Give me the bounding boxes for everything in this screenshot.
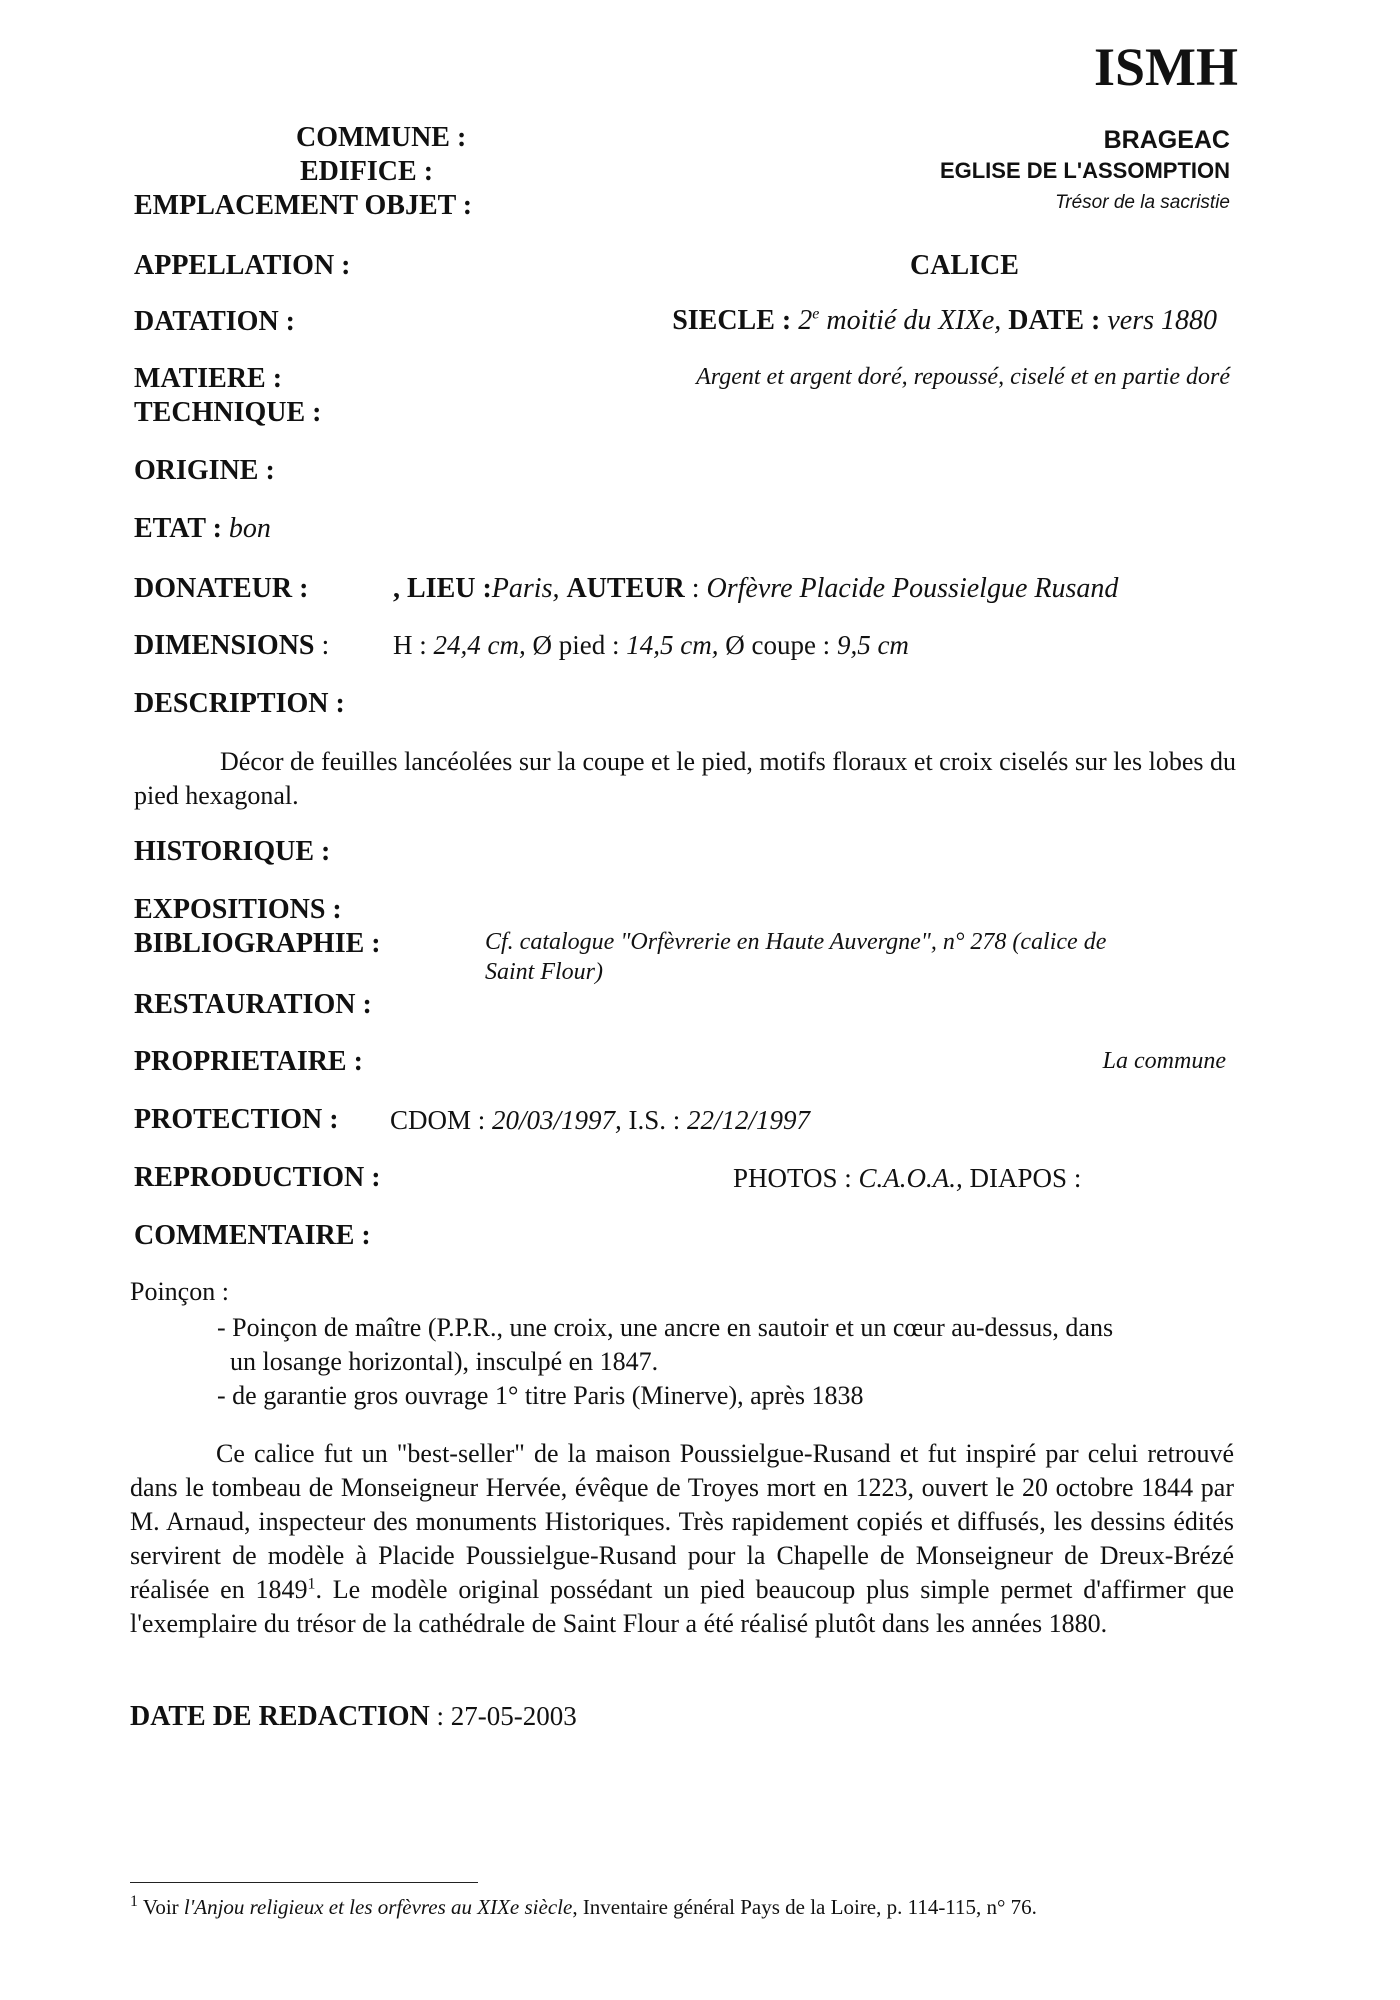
siecle-num: 2	[798, 305, 813, 336]
proprietaire-label: PROPRIETAIRE :	[134, 1046, 363, 1077]
appellation-value: CALICE	[910, 250, 1019, 281]
donateur-value	[393, 573, 1118, 605]
photos-label: PHOTOS :	[733, 1163, 859, 1193]
commentaire-paragraph	[130, 1437, 1234, 1641]
etat-label: ETAT :	[134, 513, 222, 544]
restauration-label: RESTAURATION :	[134, 989, 372, 1020]
commentaire-main-text: Ce calice fut un "best-seller" de la maison Poussielgue-Rusand et fut inspiré par celui retrouvé dans le tombeau de Monseigneur Hervée, évêque de Troyes mort en 1223, ouvert le 20 octobre 1844 par M. Arnaud, inspecteur des monuments Historiques. Très rapidement copiés et diffusés, les dessins édités servirent de modèle à Placide Poussielgue-Rusand pour la Chapelle de Monseigneur de Dreux-Brézé réalisée en 1849	[130, 1439, 1234, 1604]
poincon-line-1b: un losange horizontal), insculpé en 1847.	[230, 1347, 659, 1376]
proprietaire-value: La commune	[1102, 1048, 1226, 1074]
dim-h-value: 24,4 cm,	[433, 630, 526, 660]
dim-coupe-label: Ø coupe :	[718, 630, 837, 660]
matiere-value: Argent et argent doré, repoussé, ciselé et en partie doré	[696, 364, 1230, 390]
protection-label: PROTECTION :	[134, 1104, 339, 1135]
dim-pied-value: 14,5 cm,	[626, 630, 719, 660]
dimensions-label: DIMENSIONS	[134, 630, 315, 661]
footnote-title: l'Anjou religieux et les orfèvres au XIXe siècle	[183, 1895, 573, 1919]
dimensions-label-row	[134, 630, 329, 662]
poincon-line-1a: - Poinçon de maître (P.P.R., une croix, une ancre en sautoir et un cœur au-dessus, dans	[217, 1313, 1114, 1342]
emplacement-value: Trésor de la sacristie	[1055, 192, 1230, 213]
commune-value: BRAGEAC	[1103, 126, 1230, 154]
poincon-title: Poinçon :	[130, 1277, 229, 1306]
historique-label: HISTORIQUE :	[134, 836, 331, 867]
footnote-ref: 1	[307, 1575, 316, 1593]
date-value: vers 1880	[1107, 305, 1217, 336]
commune-label: COMMUNE :	[296, 122, 467, 153]
redaction-sep: :	[429, 1701, 451, 1731]
dim-pied-label: Ø pied :	[525, 630, 627, 660]
siecle-sup: e	[812, 305, 820, 323]
etat-row	[134, 513, 271, 545]
dimensions-label-sep: :	[314, 630, 330, 661]
origine-label: ORIGINE :	[134, 455, 275, 486]
expositions-label: EXPOSITIONS :	[134, 894, 342, 925]
lieu-value: Paris,	[491, 573, 560, 604]
description-label: DESCRIPTION :	[134, 688, 345, 719]
footnote-post: , Inventaire général Pays de la Loire, p. 114-115, n° 76.	[572, 1895, 1037, 1919]
commentaire-label: COMMENTAIRE :	[134, 1220, 371, 1251]
lieu-label: , LIEU :	[393, 573, 492, 604]
datation-value	[672, 305, 1217, 337]
footnote-num: 1	[130, 1893, 138, 1910]
reproduction-value	[733, 1163, 1081, 1194]
footnote-pre: Voir	[138, 1895, 184, 1919]
emplacement-label: EMPLACEMENT OBJET :	[134, 190, 473, 221]
reproduction-label: REPRODUCTION :	[134, 1162, 381, 1193]
diapos-label: DIAPOS :	[962, 1163, 1082, 1193]
technique-label: TECHNIQUE :	[134, 397, 322, 428]
edifice-value: EGLISE DE L'ASSOMPTION	[939, 158, 1230, 183]
is-label: I.S. :	[621, 1105, 688, 1135]
redaction-row	[130, 1701, 577, 1733]
description-text: Décor de feuilles lancéolées sur la coupe et le pied, motifs floraux et croix ciselés sur les lobes du pied hexagonal.	[134, 747, 1236, 810]
dimensions-value	[393, 630, 909, 661]
siecle-rest: moitié du XIXe,	[819, 305, 1002, 336]
matiere-label: MATIERE :	[134, 363, 283, 394]
siecle-label: SIECLE :	[672, 305, 792, 336]
footnote	[130, 1895, 1037, 1920]
poincon-line-2: - de garantie gros ouvrage 1° titre Paris (Minerve), après 1838	[217, 1381, 864, 1410]
is-value: 22/12/1997	[687, 1105, 811, 1135]
photos-value: C.A.O.A.,	[858, 1163, 963, 1193]
auteur-value: Orfèvre Placide Poussielgue Rusand	[706, 573, 1119, 604]
etat-value: bon	[228, 513, 271, 544]
bibliographie-label: BIBLIOGRAPHIE :	[134, 928, 381, 959]
date-label: DATE :	[1008, 305, 1101, 336]
footnote-rule	[130, 1882, 478, 1883]
commentaire-end-text: . Le modèle original possédant un pied beaucoup plus simple permet d'affirmer que l'exemplaire du trésor de la cathédrale de Saint Flour a été réalisé plutôt dans les années 1880.	[130, 1575, 1234, 1638]
protection-value	[390, 1105, 810, 1136]
datation-label: DATATION :	[134, 306, 295, 337]
auteur-sep: :	[684, 573, 707, 604]
appellation-label: APPELLATION :	[134, 250, 351, 281]
cdom-value: 20/03/1997,	[492, 1105, 622, 1135]
bibliographie-line-2: Saint Flour)	[485, 959, 603, 985]
cdom-label: CDOM :	[390, 1105, 493, 1135]
dim-h-label: H :	[393, 630, 434, 660]
ismh-stamp: ISMH	[1093, 37, 1238, 97]
auteur-label: AUTEUR	[566, 573, 685, 604]
dim-coupe-value: 9,5 cm	[836, 630, 909, 660]
redaction-value: 27-05-2003	[450, 1701, 577, 1731]
edifice-label: EDIFICE :	[300, 156, 434, 187]
bibliographie-line-1: Cf. catalogue "Orfèvrerie en Haute Auvergne", n° 278 (calice de	[485, 929, 1107, 955]
donateur-label: DONATEUR :	[134, 573, 309, 604]
redaction-label: DATE DE REDACTION	[130, 1701, 430, 1732]
